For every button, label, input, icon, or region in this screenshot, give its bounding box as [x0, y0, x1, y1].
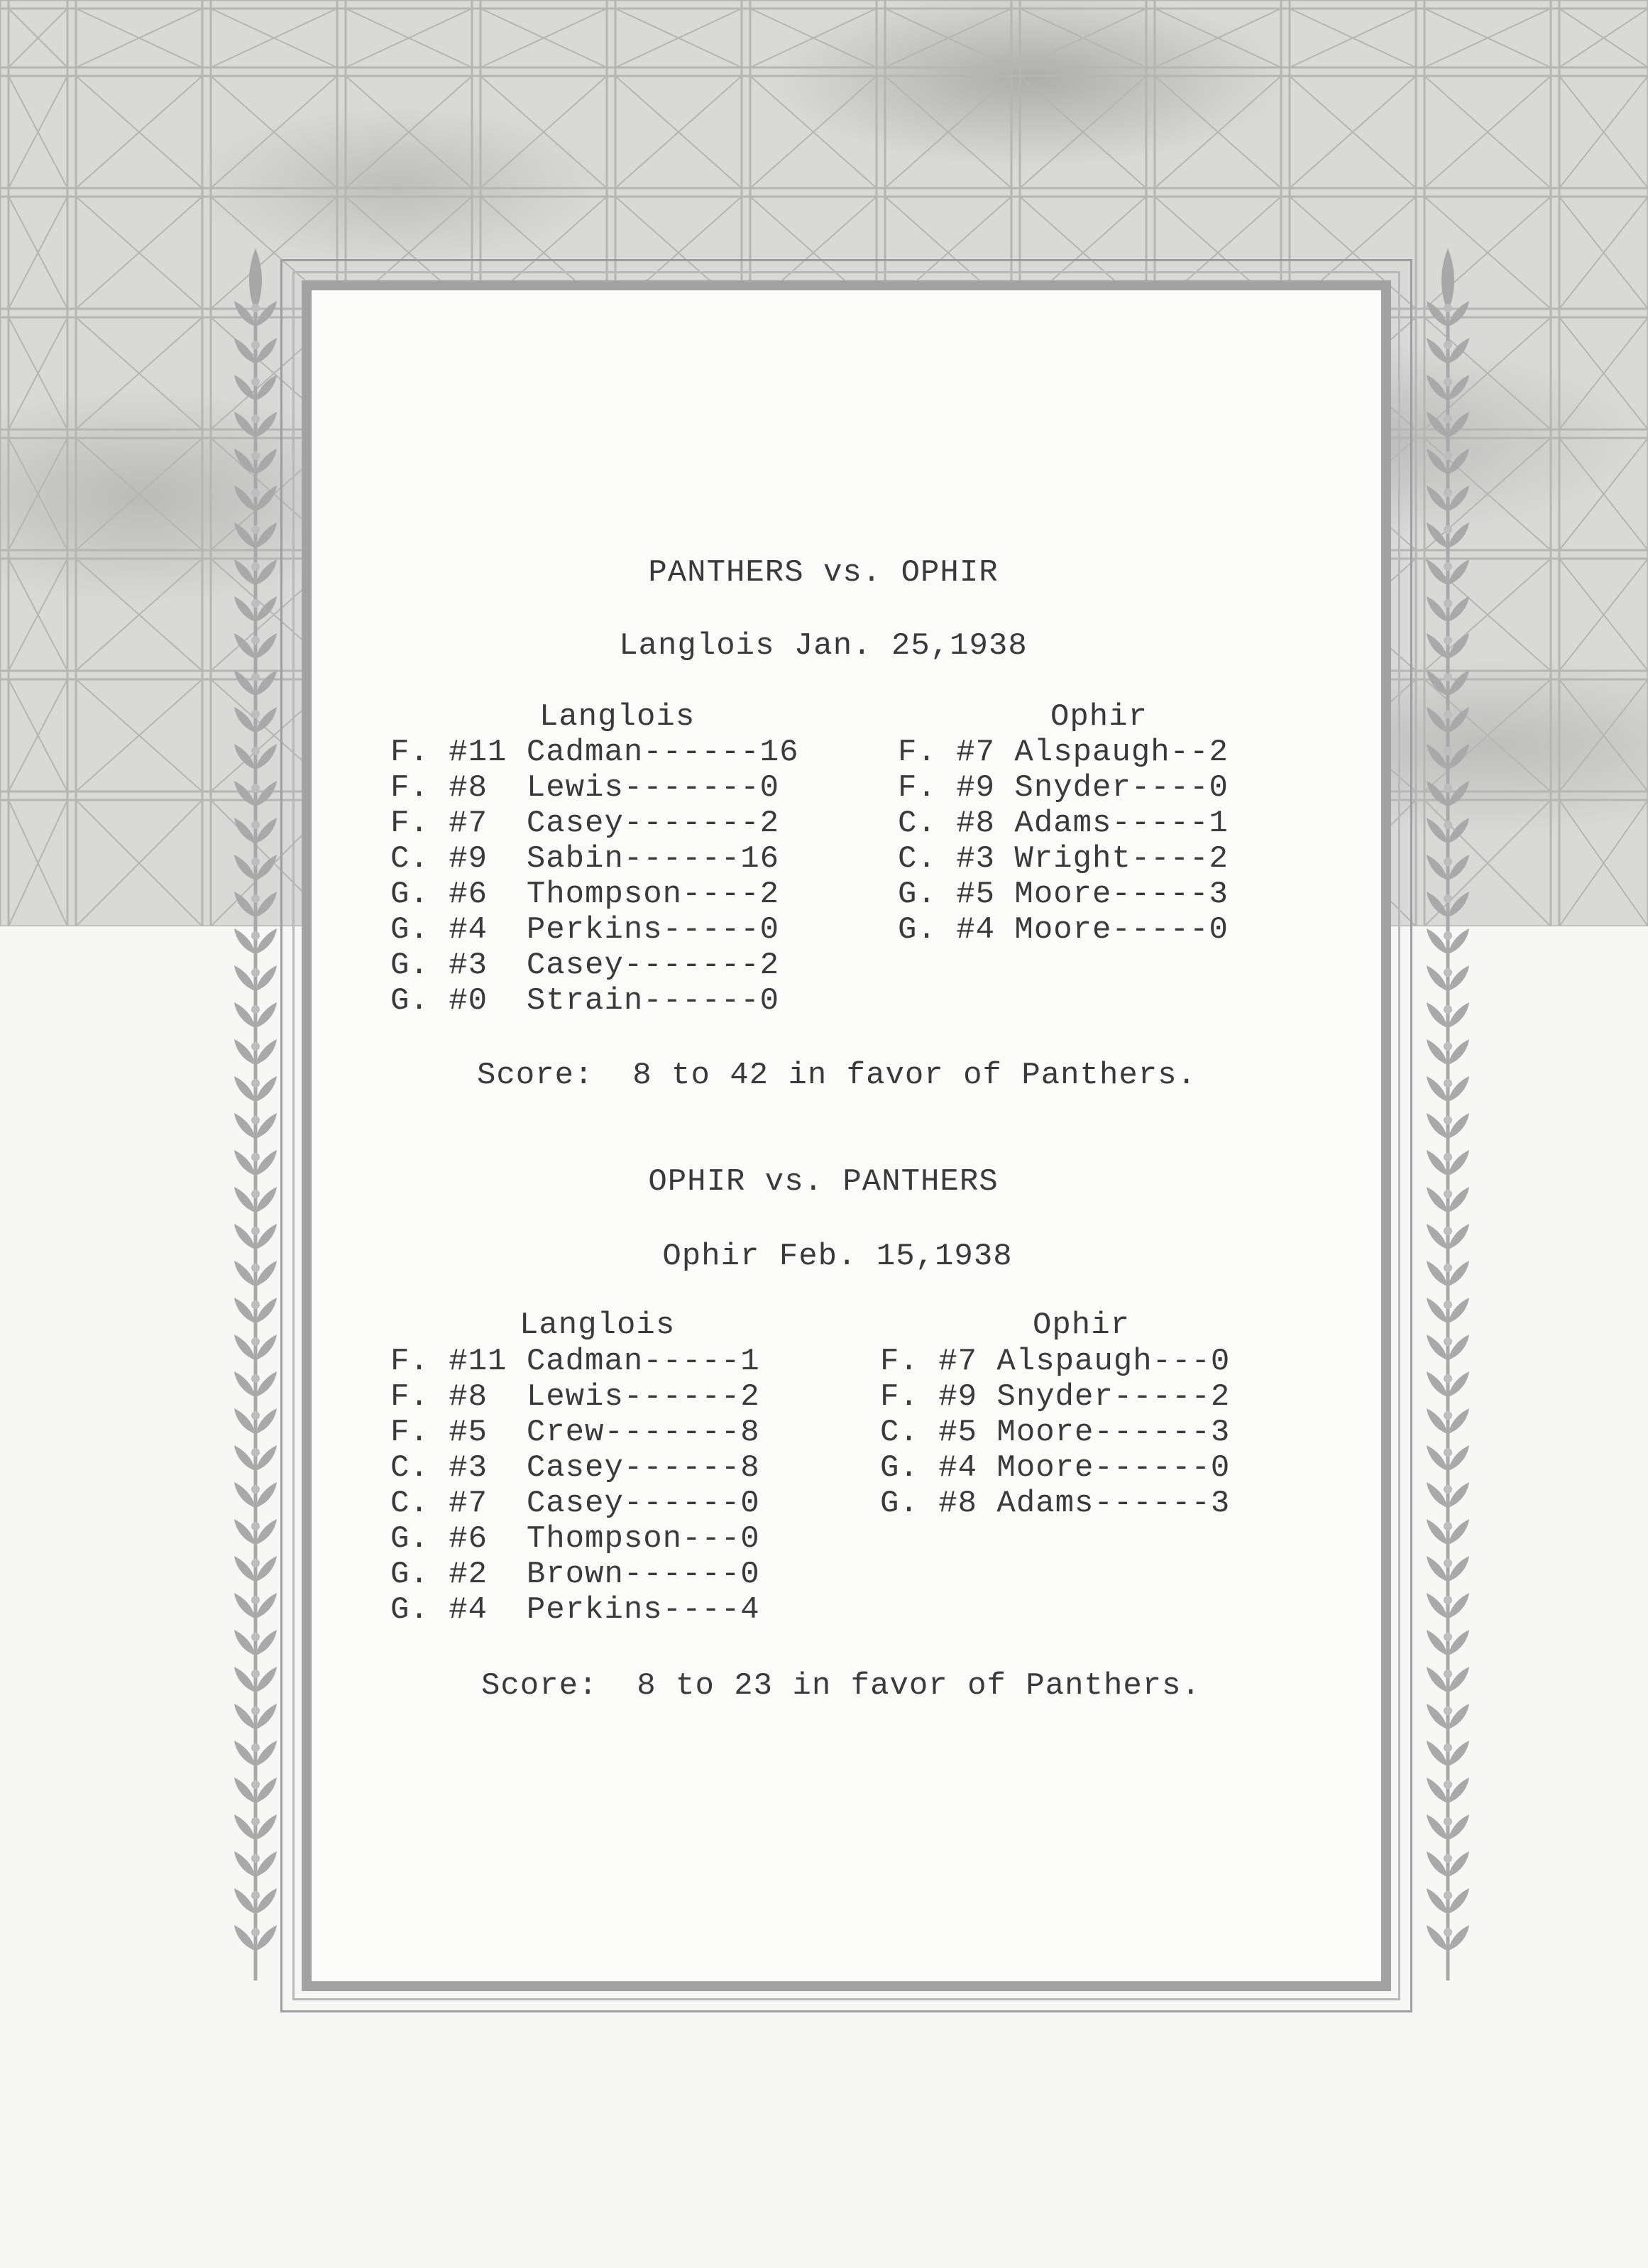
game-2-subtitle: Ophir Feb. 15,1938 — [662, 1239, 1013, 1274]
game-1-title: PANTHERS vs. OPHIR — [648, 555, 999, 591]
game-2-score: Score: 8 to 23 in favor of Panthers. — [481, 1668, 1201, 1704]
game-2-home-player: F. #5 Crew-------8 — [390, 1415, 760, 1450]
game-2-away-team-heading: Ophir — [1033, 1308, 1131, 1343]
game-2-away-player: F. #7 Alspaugh---0 — [880, 1344, 1231, 1379]
game-2-away-player: G. #4 Moore------0 — [880, 1450, 1231, 1486]
game-1-home-player: F. #8 Lewis-------0 — [390, 770, 780, 806]
game-1-score: Score: 8 to 42 in favor of Panthers. — [477, 1058, 1197, 1093]
game-1-home-team-heading: Langlois — [539, 699, 696, 735]
game-2-away-player: C. #5 Moore------3 — [880, 1415, 1231, 1450]
game-1-away-player: G. #4 Moore-----0 — [898, 912, 1229, 948]
game-1-home-player: F. #7 Casey-------2 — [390, 806, 780, 841]
game-2-home-player: F. #8 Lewis------2 — [390, 1379, 760, 1415]
game-2-title: OPHIR vs. PANTHERS — [648, 1164, 999, 1200]
game-2-away-player: G. #8 Adams------3 — [880, 1486, 1231, 1521]
game-2-home-player: F. #11 Cadman-----1 — [390, 1344, 760, 1379]
game-1-home-player: G. #6 Thompson----2 — [390, 877, 780, 912]
game-1-away-player: F. #9 Snyder----0 — [898, 770, 1229, 806]
game-2-home-player: G. #2 Brown------0 — [390, 1557, 760, 1592]
game-1-away-player: C. #8 Adams-----1 — [898, 806, 1229, 841]
game-1-away-player: C. #3 Wright----2 — [898, 841, 1229, 877]
game-2-home-player: C. #7 Casey------0 — [390, 1486, 760, 1521]
game-1-home-player: G. #3 Casey-------2 — [390, 948, 780, 983]
game-1-subtitle: Langlois Jan. 25,1938 — [619, 628, 1028, 664]
game-1-home-player: F. #11 Cadman------16 — [390, 735, 799, 770]
game-1-away-team-heading: Ophir — [1050, 699, 1148, 735]
game-2-home-player: G. #6 Thompson---0 — [390, 1521, 760, 1557]
game-1-home-player: G. #0 Strain------0 — [390, 983, 780, 1019]
game-1-home-player: C. #9 Sabin------16 — [390, 841, 780, 877]
game-2-home-player: C. #3 Casey------8 — [390, 1450, 760, 1486]
game-2-home-player: G. #4 Perkins----4 — [390, 1592, 760, 1628]
game-2-away-player: F. #9 Snyder-----2 — [880, 1379, 1231, 1415]
game-1-away-player: G. #5 Moore-----3 — [898, 877, 1229, 912]
game-2-home-team-heading: Langlois — [520, 1308, 676, 1343]
game-1-away-player: F. #7 Alspaugh--2 — [898, 735, 1229, 770]
game-1-home-player: G. #4 Perkins-----0 — [390, 912, 780, 948]
